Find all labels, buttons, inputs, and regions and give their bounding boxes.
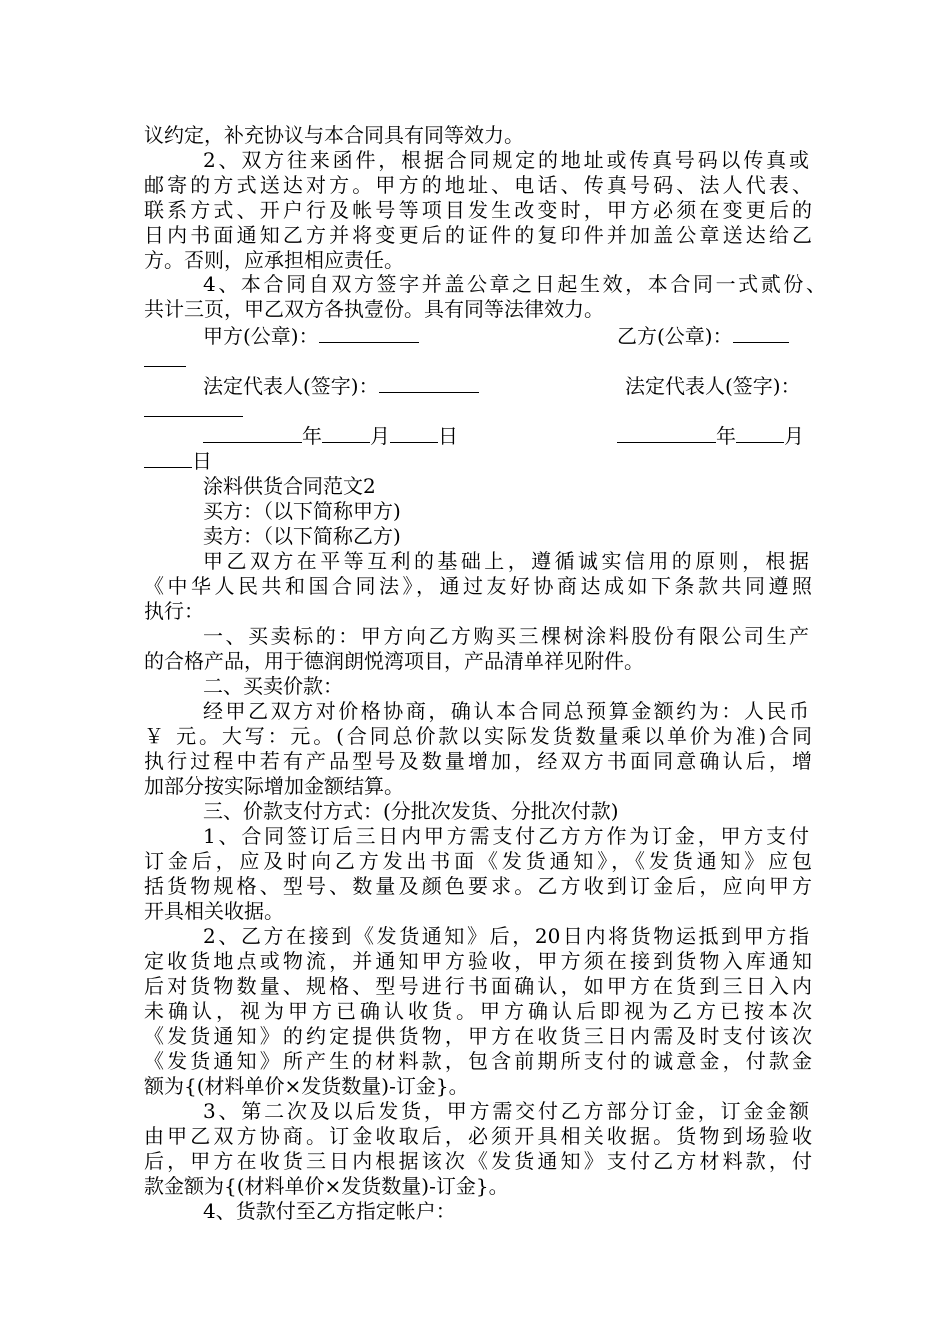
signature-blank-wrap: [144, 398, 243, 423]
text-line: 订金后，应及时向乙方发出书面《发货通知》，《发货通知》应包: [144, 849, 812, 873]
signature-blank: [319, 324, 419, 343]
month-label: 月: [784, 424, 804, 448]
text-line: 共计三页，甲乙双方各执壹份。具有同等法律效力。: [144, 297, 604, 321]
text-line: 买方：（以下简称甲方): [203, 499, 401, 523]
text-line: 未确认，视为甲方已确认收货。甲方确认后即视为乙方已按本次: [144, 999, 812, 1023]
text-line: 后对货物数量、规格、型号进行书面确认，如甲方在货到三日入内: [144, 974, 812, 998]
date-blank: [203, 424, 302, 443]
year-label: 年: [716, 424, 736, 448]
party-b-seal-line: [617, 324, 789, 349]
text-line: 三、价款支付方式：(分批次发货、分批次付款): [203, 799, 619, 823]
text-line: ￥ 元。大写：元。(合同总价款以实际发货数量乘以单价为准)合同: [144, 724, 812, 748]
text-line: 的合格产品，用于德润朗悦湾项目，产品清单祥见附件。: [144, 649, 644, 673]
text-line: 括货物规格、型号、数量及颜色要求。乙方收到订金后，应向甲方: [144, 874, 812, 898]
text-line: 4、本合同自双方签字并盖公章之日起生效，本合同一式贰份、: [203, 272, 826, 296]
text-line: 《中华人民共和国合同法》，通过友好协商达成如下条款共同遵照: [144, 574, 812, 598]
date-blank: [144, 449, 192, 468]
text-line: 额为{(材料单价×发货数量)-订金}。: [144, 1074, 469, 1098]
party-b-rep-line: [625, 374, 801, 399]
signature-blank: [733, 324, 789, 343]
day-label: 日: [192, 449, 212, 473]
party-a-seal-line: [203, 324, 419, 349]
text-line: 由甲乙双方协商。订金收取后，必须开具相关收据。货物到场验收: [144, 1124, 812, 1148]
party-a-rep-label: 法定代表人(签字)：: [203, 374, 379, 398]
signature-blank: [144, 348, 186, 367]
text-line: 定收货地点或物流，并通知甲方验收，甲方须在接到货物入库通知: [144, 949, 812, 973]
party-a-date-line: [203, 424, 458, 449]
signature-blank-wrap: [144, 348, 186, 373]
text-line: 2、乙方在接到《发货通知》后，20日内将货物运抵到甲方指: [203, 924, 809, 948]
text-line: 加部分按实际增加金额结算。: [144, 774, 404, 798]
section-title: 涂料供货合同范文2: [203, 474, 376, 498]
year-label: 年: [302, 424, 322, 448]
date-blank: [322, 424, 370, 443]
text-line: 《发货通知》的约定提供货物，甲方在收货三日内需及时支付该次: [144, 1024, 812, 1048]
text-line: 二、买卖价款：: [203, 674, 343, 698]
signature-blank: [144, 398, 243, 417]
signature-blank: [379, 374, 479, 393]
party-a-rep-line: [203, 374, 479, 399]
text-line: 后，甲方在收货三日内根据该次《发货通知》支付乙方材料款，付: [144, 1149, 812, 1173]
party-a-seal-label: 甲方(公章)：: [203, 324, 319, 348]
text-line: 日内书面通知乙方并将变更后的证件的复印件并加盖公章送达给乙: [144, 223, 812, 247]
text-line: 执行：: [144, 599, 204, 623]
text-line: 3、第二次及以后发货，甲方需交付乙方部分订金，订金金额: [203, 1099, 809, 1123]
date-blank: [390, 424, 438, 443]
month-label: 月: [370, 424, 390, 448]
text-line: 一、买卖标的：甲方向乙方购买三棵树涂料股份有限公司生产: [203, 624, 809, 648]
party-b-seal-label: 乙方(公章)：: [617, 324, 733, 348]
date-blank: [736, 424, 784, 443]
text-line: 邮寄的方式送达对方。甲方的地址、电话、传真号码、法人代表、: [144, 173, 812, 197]
party-b-date-day: [144, 449, 212, 474]
text-line: 款金额为{(材料单价×发货数量)-订金}。: [144, 1174, 509, 1198]
text-line: 卖方：（以下简称乙方): [203, 524, 401, 548]
text-line: 《发货通知》所产生的材料款，包含前期所支付的诚意金，付款金: [144, 1049, 812, 1073]
day-label: 日: [438, 424, 458, 448]
text-line: 1、合同签订后三日内甲方需支付乙方方作为订金，甲方支付: [203, 824, 809, 848]
text-line: 联系方式、开户行及帐号等项目发生改变时，甲方必须在变更后的: [144, 198, 812, 222]
text-line: 4、货款付至乙方指定帐户：: [203, 1199, 456, 1223]
party-b-rep-label: 法定代表人(签字)：: [625, 374, 801, 398]
text-line: 执行过程中若有产品型号及数量增加，经双方书面同意确认后，增: [144, 749, 812, 773]
text-line: 经甲乙双方对价格协商，确认本合同总预算金额约为：人民币: [203, 699, 809, 723]
text-line: 开具相关收据。: [144, 899, 284, 923]
text-line: 2、双方往来函件，根据合同规定的地址或传真号码以传真或: [203, 148, 809, 172]
text-line: 议约定，补充协议与本合同具有同等效力。: [144, 123, 524, 147]
party-b-date-line: [617, 424, 804, 449]
date-blank: [617, 424, 716, 443]
text-line: 甲乙双方在平等互利的基础上，遵循诚实信用的原则，根据: [203, 549, 809, 573]
text-line: 方。否则，应承担相应责任。: [144, 248, 404, 272]
